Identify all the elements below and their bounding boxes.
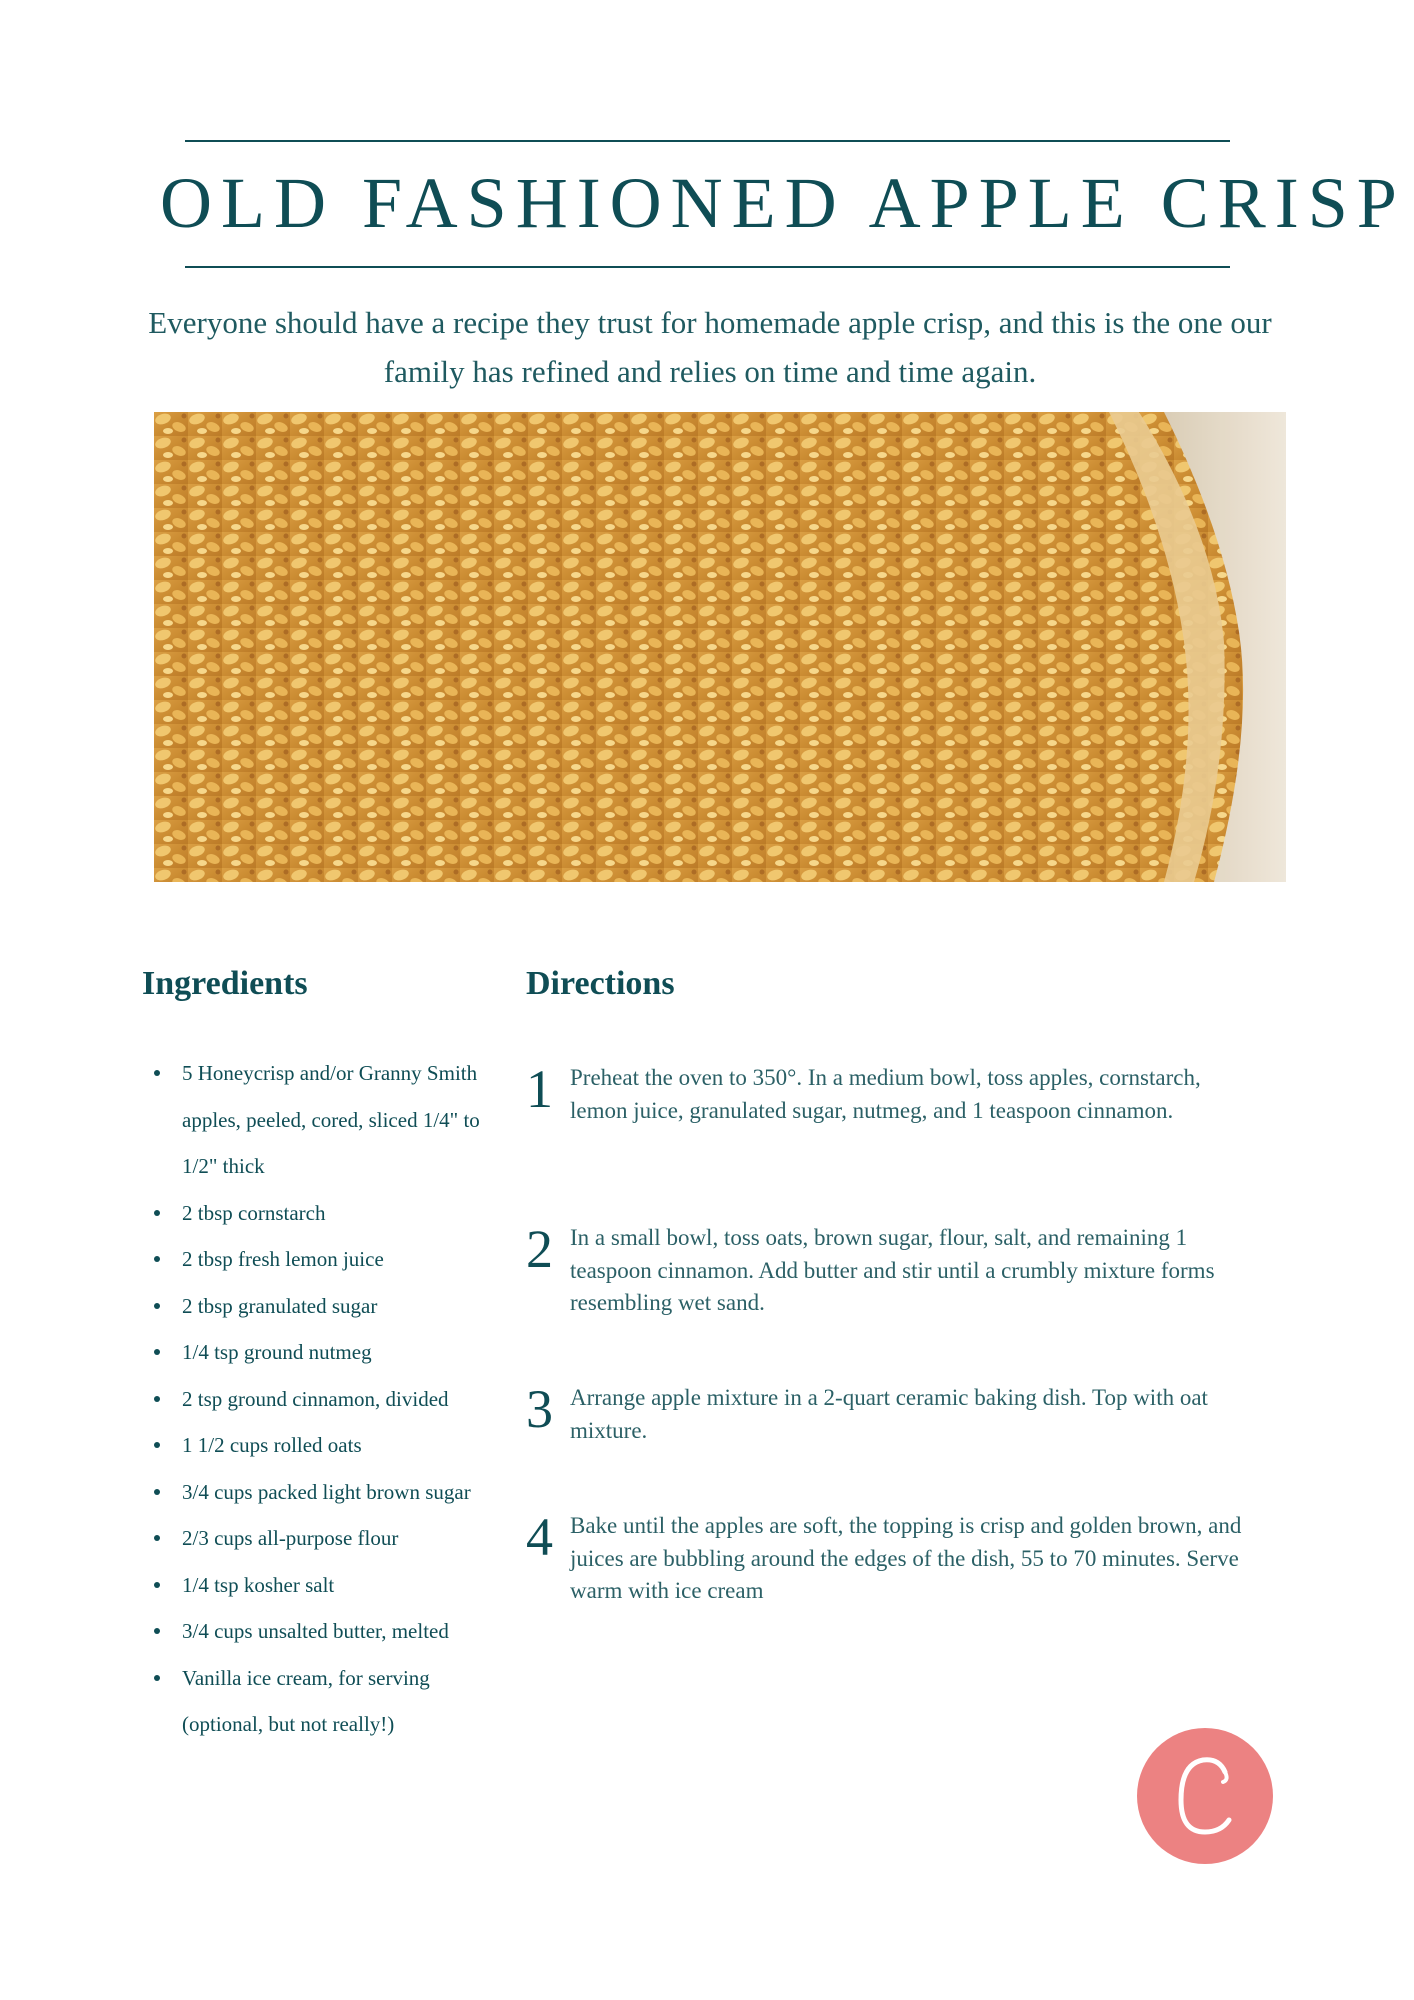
list-item: 2/3 cups all-purpose flour xyxy=(152,1515,492,1562)
list-item: 2 tbsp fresh lemon juice xyxy=(152,1236,492,1283)
apple-crisp-photo-icon xyxy=(154,412,1286,882)
title-rule-top xyxy=(185,140,1230,142)
list-item: 1/4 tsp kosher salt xyxy=(152,1562,492,1609)
step-number: 1 xyxy=(526,1059,553,1119)
step-number: 3 xyxy=(526,1379,553,1439)
list-item: Vanilla ice cream, for serving (optional, but not really!) xyxy=(152,1655,492,1748)
step-text: Bake until the apples are soft, the topping is crisp and golden brown, and juices are bubbling around the edges of the dish, 55 to 70 minutes. Serve warm with ice cream xyxy=(570,1513,1242,1603)
directions-heading: Directions xyxy=(526,965,675,1002)
list-item: 3/4 cups unsalted butter, melted xyxy=(152,1608,492,1655)
list-item: 2 tbsp granulated sugar xyxy=(152,1283,492,1330)
list-item: 2 tsp ground cinnamon, divided xyxy=(152,1376,492,1423)
list-item: 5 Honeycrisp and/or Granny Smith apples, peeled, cored, sliced 1/4" to 1/2" thick xyxy=(152,1050,492,1190)
step-text: In a small bowl, toss oats, brown sugar, flour, salt, and remaining 1 teaspoon cinnamon. Add butter and stir until a crumbly mixture forms resembling wet sand. xyxy=(570,1225,1215,1315)
list-item: 3/4 cups packed light brown sugar xyxy=(152,1469,492,1516)
page-title: OLD FASHIONED APPLE CRISP xyxy=(160,163,1406,243)
step-text: Arrange apple mixture in a 2-quart ceramic baking dish. Top with oat mixture. xyxy=(570,1385,1208,1443)
step-text: Preheat the oven to 350°. In a medium bowl, toss apples, cornstarch, lemon juice, granulated sugar, nutmeg, and 1 teaspoon cinnamon. xyxy=(570,1065,1201,1123)
brand-logo-icon xyxy=(1137,1728,1273,1864)
apple-crisp-photo xyxy=(154,412,1286,882)
brand-logo xyxy=(1137,1728,1273,1864)
list-item: 1/4 tsp ground nutmeg xyxy=(152,1329,492,1376)
ingredients-list xyxy=(152,1050,492,1748)
step-number: 4 xyxy=(526,1507,553,1567)
step-number: 2 xyxy=(526,1219,553,1279)
title-rule-bottom xyxy=(185,266,1230,268)
list-item: 1 1/2 cups rolled oats xyxy=(152,1422,492,1469)
ingredients-heading: Ingredients xyxy=(142,965,308,1002)
intro-text: Everyone should have a recipe they trust for homemade apple crisp, and this is the one our family has refined and relies on time and time again. xyxy=(148,305,1272,389)
list-item: 2 tbsp cornstarch xyxy=(152,1190,492,1237)
